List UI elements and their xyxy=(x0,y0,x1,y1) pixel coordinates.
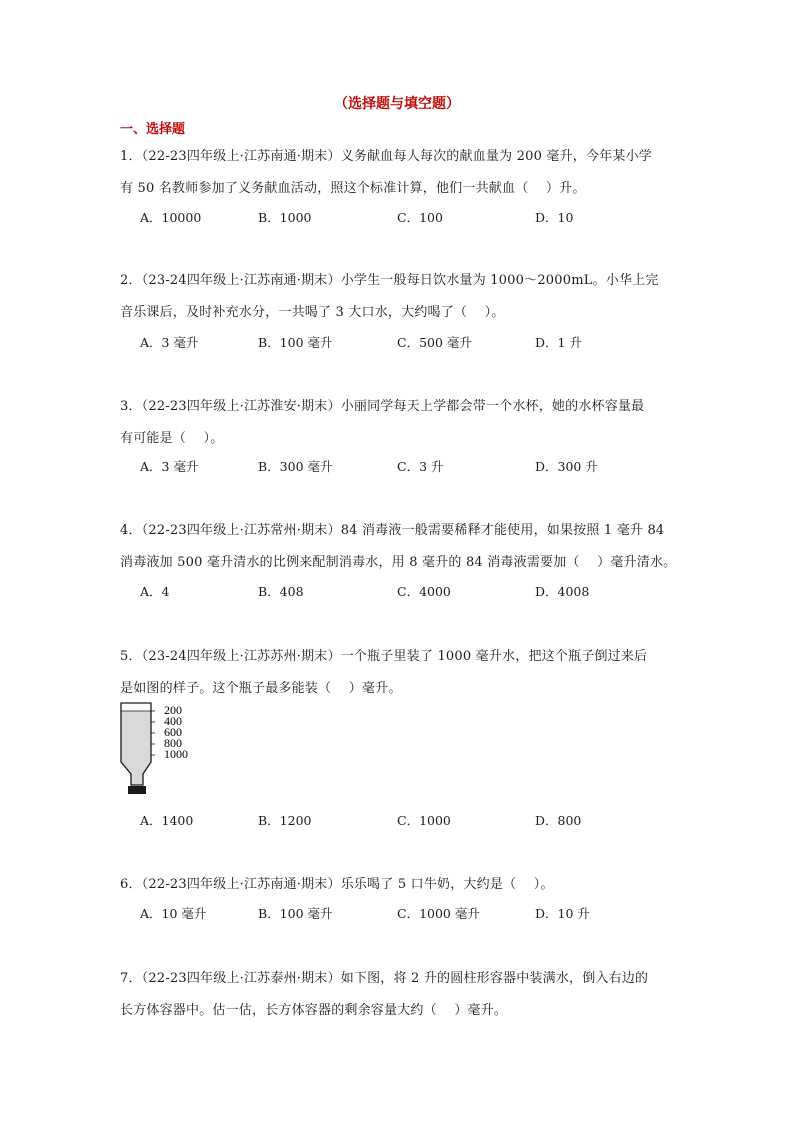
question-6-line-1: 6．（22-23四年级上·江苏南通·期末）乐乐喝了 5 口牛奶，大约是（ ）。 xyxy=(120,877,554,892)
question-6-option-d: D．10 升 xyxy=(535,906,590,921)
question-5-line-1: 5．（23-24四年级上·江苏苏州·期末）一个瓶子里装了 1000 毫升水，把这个瓶子倒过来后 xyxy=(120,649,648,664)
section-heading: 一、选择题 xyxy=(120,122,186,137)
inverted-bottle-figure xyxy=(118,700,198,800)
question-5-line-2: 是如图的样子。这个瓶子最多能装（ ）毫升。 xyxy=(120,681,402,696)
question-6-option-a: A．10 毫升 xyxy=(140,906,207,921)
question-5-option-c: C．1000 xyxy=(397,813,451,828)
question-5-option-d: D．800 xyxy=(535,813,582,828)
question-6-option-c: C．1000 毫升 xyxy=(397,906,480,921)
question-3-line-1: 3．（22-23四年级上·江苏淮安·期末）小丽同学每天上学都会带一个水杯，她的水杯容量最 xyxy=(120,399,645,414)
question-7-line-1: 7．（22-23四年级上·江苏泰州·期末）如下图，将 2 升的圆柱形容器中装满水，倒入右边的 xyxy=(120,971,649,986)
question-4-line-2: 消毒液加 500 毫升清水的比例来配制消毒水，用 8 毫升的 84 消毒液需要加（ ）毫升清水。 xyxy=(120,555,677,570)
question-1-option-b: B．1000 xyxy=(258,210,312,225)
question-2-option-b: B．100 毫升 xyxy=(258,335,333,350)
scale-label-400: 400 xyxy=(164,714,182,728)
scale-label-1000: 1000 xyxy=(164,747,188,761)
question-2-option-c: C．500 毫升 xyxy=(397,335,472,350)
question-4-option-d: D．4008 xyxy=(535,584,590,599)
question-3-option-a: A．3 毫升 xyxy=(140,459,199,474)
question-1-line-1: 1．（22-23四年级上·江苏南通·期末）义务献血每人每次的献血量为 200 毫升，今年某小学 xyxy=(120,149,652,164)
scale-label-600: 600 xyxy=(164,725,182,739)
scale-label-800: 800 xyxy=(164,736,182,750)
question-3-option-d: D．300 升 xyxy=(535,459,598,474)
scale-label-200: 200 xyxy=(164,703,182,717)
question-6-option-b: B．100 毫升 xyxy=(258,906,333,921)
question-1-option-c: C．100 xyxy=(397,210,443,225)
question-3-option-c: C．3 升 xyxy=(397,459,444,474)
question-4-option-a: A．4 xyxy=(140,584,170,599)
question-1-option-d: D．10 xyxy=(535,210,574,225)
question-2-option-d: D．1 升 xyxy=(535,335,582,350)
question-2-line-1: 2．（23-24四年级上·江苏南通·期末）小学生一般每日饮水量为 1000～2000mL。小华上完 xyxy=(120,273,659,288)
question-3-line-2: 有可能是（ ）。 xyxy=(120,431,224,446)
question-3-option-b: B．300 毫升 xyxy=(258,459,333,474)
bottle-cap xyxy=(128,786,146,794)
question-1-line-2: 有 50 名教师参加了义务献血活动，照这个标准计算，他们一共献血（ ）升。 xyxy=(120,181,586,196)
question-7-line-2: 长方体容器中。估一估，长方体容器的剩余容量大约（ ）毫升。 xyxy=(120,1003,508,1018)
question-4-option-c: C．4000 xyxy=(397,584,451,599)
question-1-option-a: A．10000 xyxy=(140,210,202,225)
question-4-option-b: B．408 xyxy=(258,584,304,599)
question-2-option-a: A．3 毫升 xyxy=(140,335,199,350)
question-5-option-b: B．1200 xyxy=(258,813,312,828)
question-2-line-2: 音乐课后，及时补充水分，一共喝了 3 大口水，大约喝了（ ）。 xyxy=(120,305,505,320)
question-4-line-1: 4．（22-23四年级上·江苏常州·期末）84 消毒液一般需要稀释才能使用，如果按照 1 毫升 84 xyxy=(120,523,665,538)
page-title: （选择题与填空题） xyxy=(334,96,460,112)
bottle-water-fill xyxy=(121,711,151,785)
question-5-option-a: A．1400 xyxy=(140,813,194,828)
